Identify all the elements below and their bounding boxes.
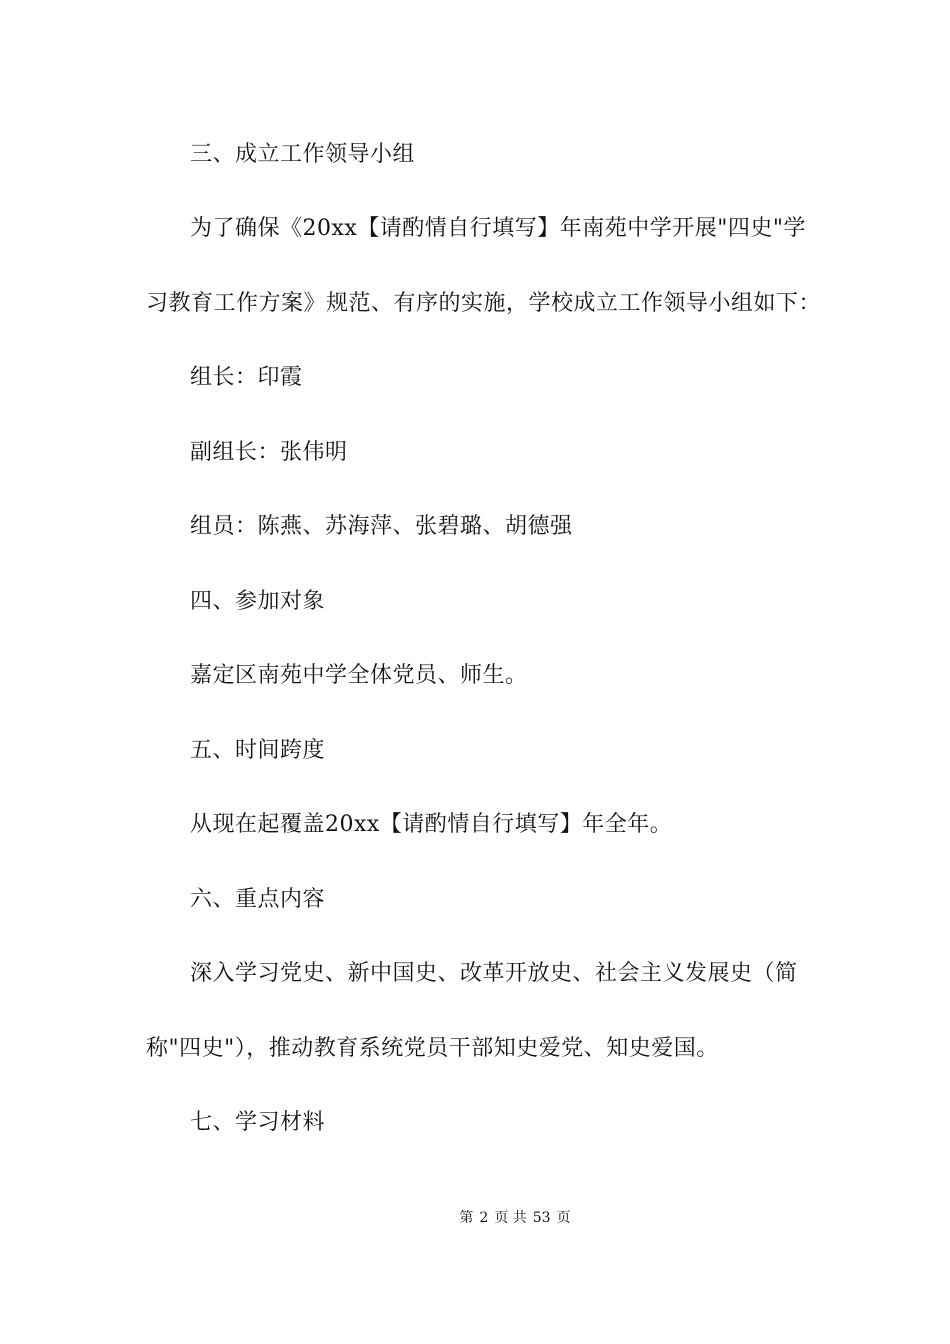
footer-prefix: 第: [459, 1210, 474, 1226]
group-leader-line: 组长：印霞: [190, 365, 303, 390]
paragraph-line: 习教育工作方案》规范、有序的实施，学校成立工作领导小组如下：: [146, 291, 822, 316]
footer-total-pages: 53: [532, 1210, 551, 1226]
footer-middle: 页 共: [494, 1210, 527, 1226]
section-heading-time-span: 五、时间跨度: [190, 738, 326, 763]
page-footer: [0, 1208, 950, 1228]
paragraph-line: 嘉定区南苑中学全体党员、师生。: [190, 663, 528, 688]
group-members-line: 组员：陈燕、苏海萍、张碧璐、胡德强: [190, 514, 573, 539]
section-heading-leadership-group: 三、成立工作领导小组: [190, 142, 416, 167]
paragraph-line: 深入学习党史、新中国史、改革开放史、社会主义发展史（简: [190, 961, 798, 986]
footer-suffix: 页: [556, 1210, 571, 1226]
deputy-leader-line: 副组长：张伟明: [190, 440, 348, 465]
section-heading-participants: 四、参加对象: [190, 589, 326, 614]
footer-page-number: 2: [479, 1210, 489, 1226]
paragraph-line: 为了确保《20xx【请酌情自行填写】年南苑中学开展"四史"学: [190, 216, 807, 241]
paragraph-line: 称"四史"），推动教育系统党员干部知史爱党、知史爱国。: [146, 1036, 719, 1061]
section-heading-study-materials: 七、学习材料: [190, 1110, 326, 1135]
paragraph-line: 从现在起覆盖20xx【请酌情自行填写】年全年。: [190, 812, 673, 837]
section-heading-key-content: 六、重点内容: [190, 887, 326, 912]
